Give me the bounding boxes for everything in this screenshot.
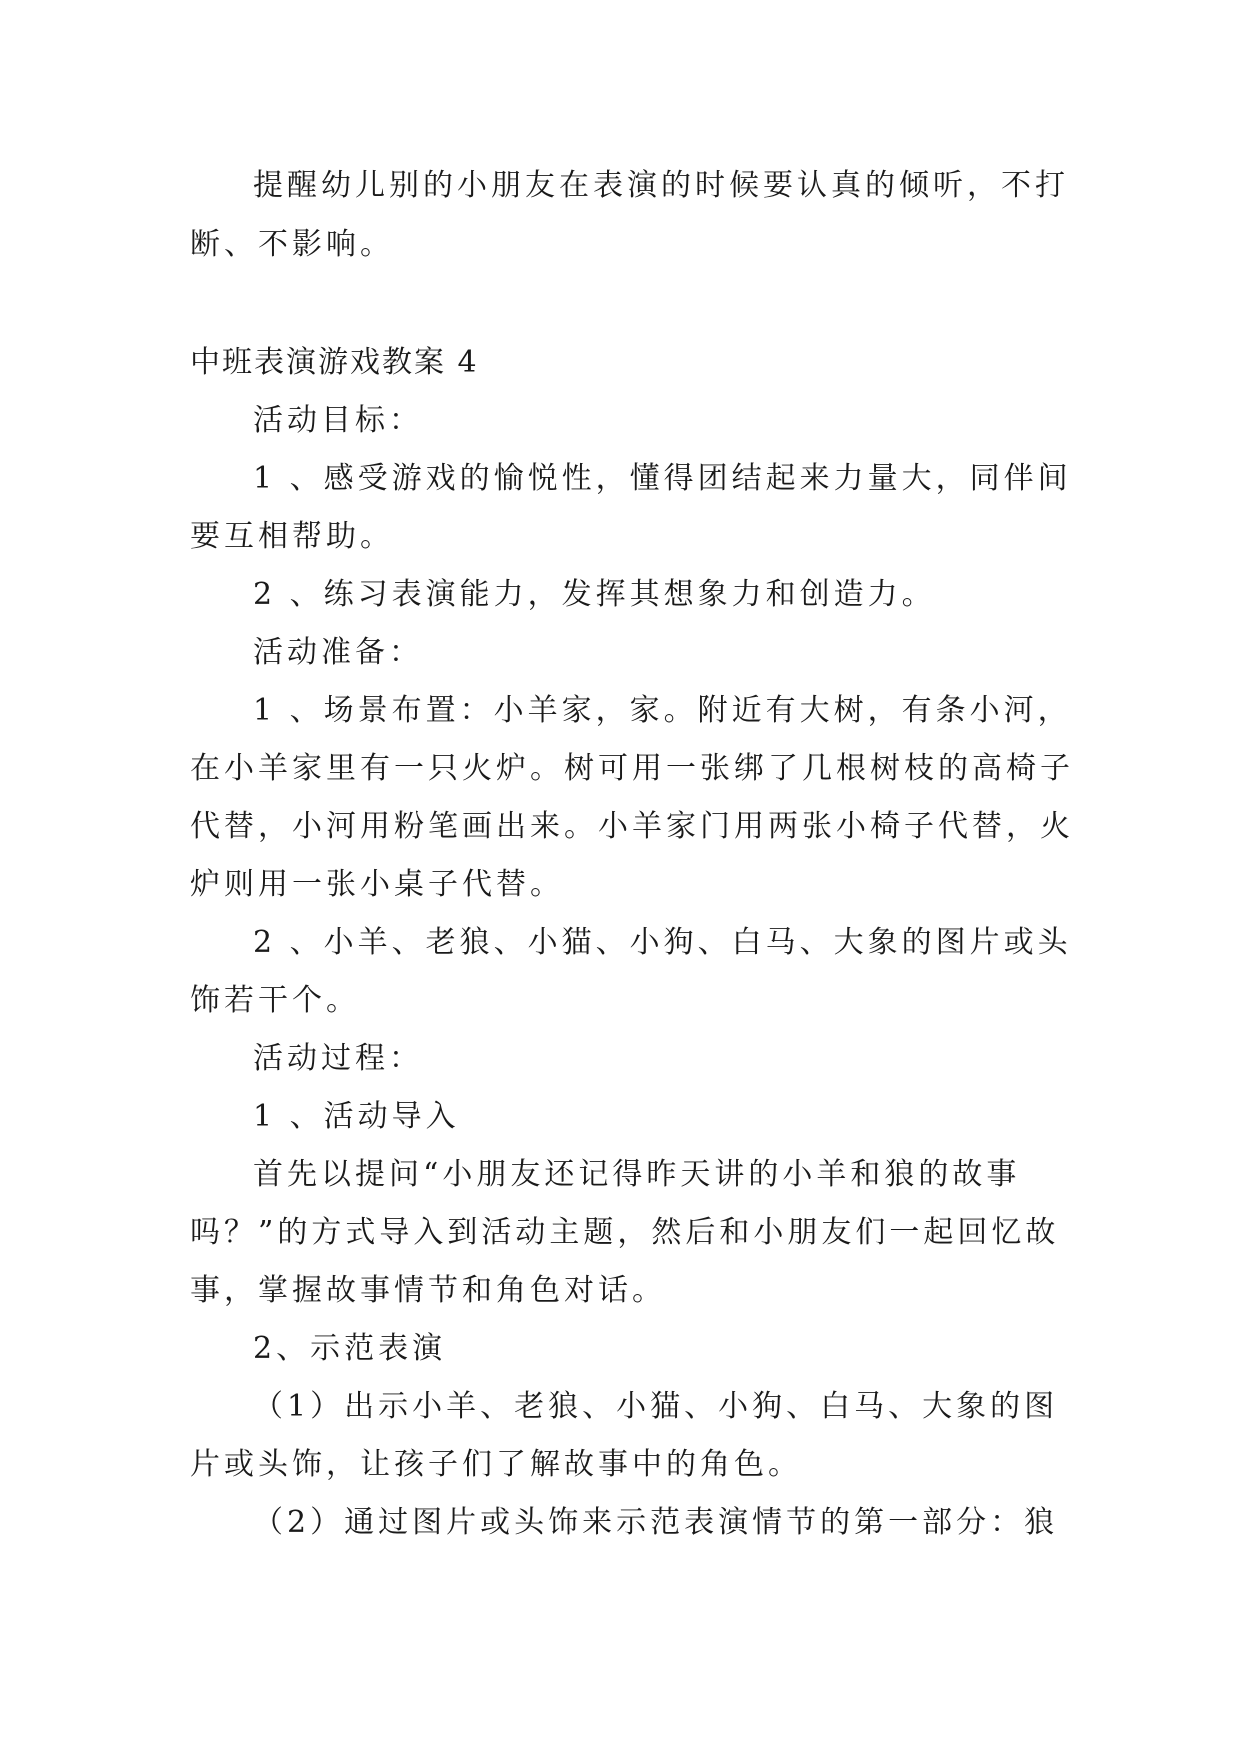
paragraph-line: 片或头饰，让孩子们了解故事中的角色。: [190, 1447, 802, 1482]
paragraph-line: 2 、小羊、老狼、小猫、小狗、白马、大象的图片或头: [253, 925, 1072, 960]
paragraph-line: 1 、活动导入: [253, 1099, 460, 1134]
paragraph-line: 事，掌握故事情节和角色对话。: [190, 1273, 666, 1308]
paragraph-line: 提醒幼儿别的小朋友在表演的时候要认真的倾听，不打: [253, 168, 1069, 203]
subheading: 活动准备：: [253, 635, 423, 670]
paragraph-line: 炉则用一张小桌子代替。: [190, 867, 564, 902]
paragraph-line: （1）出示小羊、老狼、小猫、小狗、白马、大象的图: [253, 1389, 1059, 1424]
section-heading: 中班表演游戏教案 4: [190, 345, 479, 380]
subheading: 活动目标：: [253, 403, 423, 438]
paragraph-line: 吗？”的方式导入到活动主题，然后和小朋友们一起回忆故: [190, 1215, 1060, 1250]
paragraph-line: 1 、感受游戏的愉悦性，懂得团结起来力量大，同伴间: [253, 461, 1072, 496]
paragraph-line: 1 、场景布置：小羊家，家。附近有大树，有条小河，: [253, 693, 1072, 728]
paragraph-line: 饰若干个。: [190, 983, 360, 1018]
paragraph-line: 2 、练习表演能力，发挥其想象力和创造力。: [253, 577, 936, 612]
paragraph-line: 代替，小河用粉笔画出来。小羊家门用两张小椅子代替，火: [190, 809, 1074, 844]
paragraph-line: 在小羊家里有一只火炉。树可用一张绑了几根树枝的高椅子: [190, 751, 1074, 786]
paragraph-line: 2、示范表演: [253, 1331, 447, 1366]
paragraph-line: 断、不影响。: [190, 227, 394, 262]
paragraph-line: 首先以提问“小朋友还记得昨天讲的小羊和狼的故事: [253, 1157, 1021, 1192]
paragraph-line: 要互相帮助。: [190, 519, 394, 554]
paragraph-line: （2）通过图片或头饰来示范表演情节的第一部分：狼: [253, 1505, 1059, 1540]
subheading: 活动过程：: [253, 1041, 423, 1076]
